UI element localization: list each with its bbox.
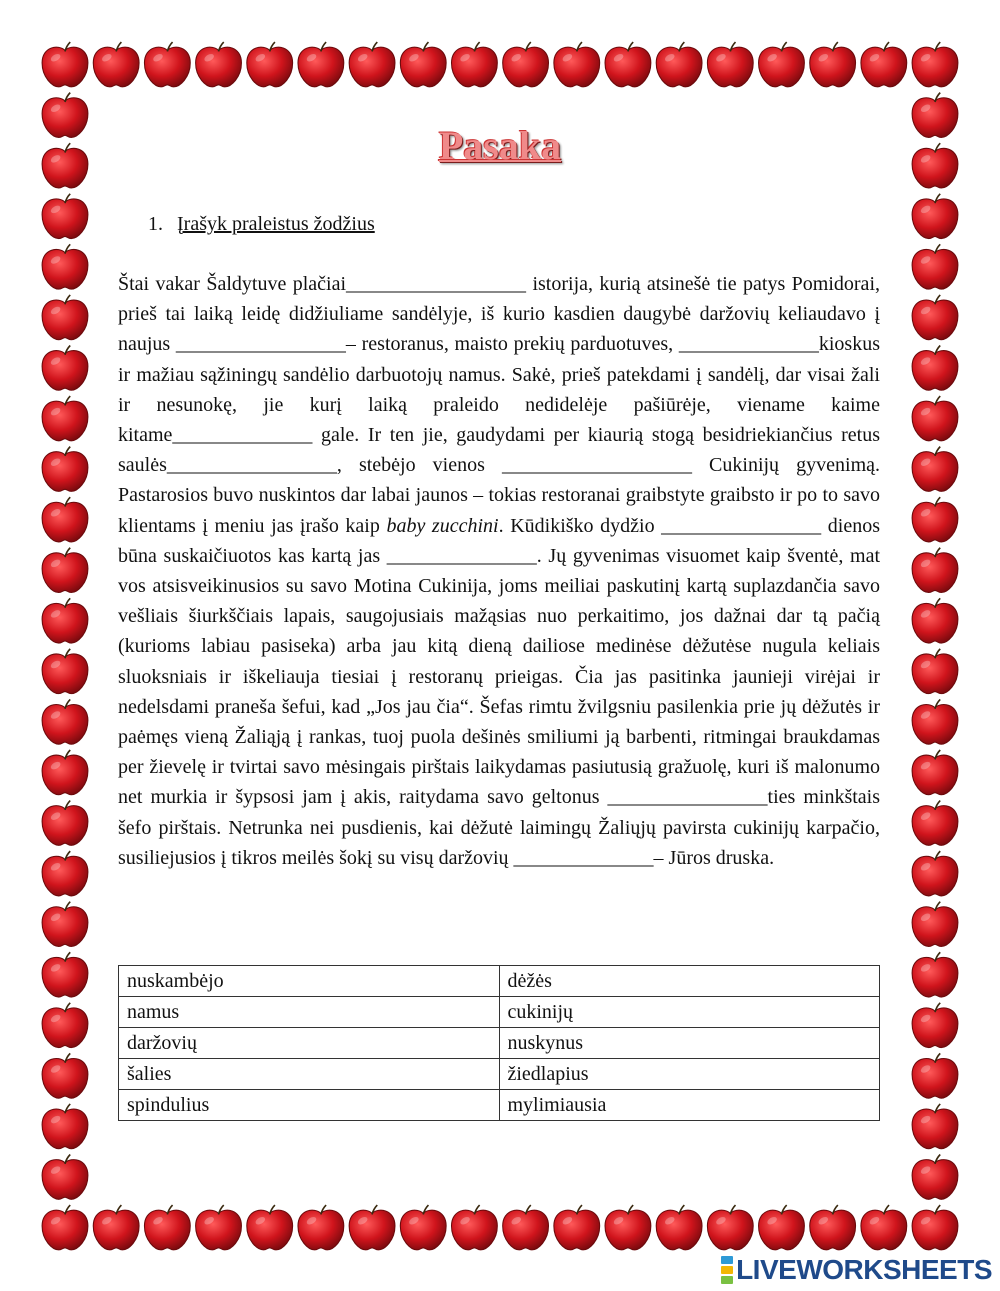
apple-icon — [912, 750, 958, 795]
apple-icon — [42, 295, 88, 340]
apple-icon — [810, 42, 856, 87]
apple-icon — [451, 1205, 497, 1250]
apple-icon — [349, 1205, 395, 1250]
apple-icon — [42, 801, 88, 846]
apple-icon — [247, 42, 293, 87]
apple-icon — [759, 1205, 805, 1250]
apple-icon — [861, 42, 907, 87]
table-row — [119, 997, 880, 1028]
apple-icon — [42, 244, 88, 289]
apple-icon — [196, 42, 242, 87]
liveworksheets-logo-icon — [721, 1255, 733, 1285]
apple-icon — [42, 1053, 88, 1098]
apple-icon — [93, 1205, 139, 1250]
apple-icon — [912, 649, 958, 694]
apple-icon — [93, 42, 139, 87]
apple-icon — [247, 1205, 293, 1250]
apple-icon — [42, 194, 88, 239]
word-cell: žiedlapius — [499, 1059, 880, 1090]
apple-icon — [912, 548, 958, 593]
apple-icon — [298, 1205, 344, 1250]
story-part-1: Štai vakar Šaldytuve plačiai__________________ istorija, kurią atsinešė tie patys Pomidorai, prieš tai laiką leidę didžiuliame sandėlyje, iš kurio kasdien daugybė daržovių keliaudavo į naujus _________________– restoranus, maisto prekių parduotuves, ______________kioskus ir mažiau sąžiningų sandėlio darbuotojų namus. Sakė, prieš patekdami į sandėlį, dar visai žali ir nesunokę, jie kurį laiką praleido nedidelėje pašiūrėje, viename kaime kitame______________ gale. Ir ten jie, gaudydami per kiaurią stogą besidriekiančius retus saulės_________________, stebėjo vienos ___________________ Cukinijų gyvenimą. Pastarosios buvo nuskintos dar labai jaunos – tokias restoranai graibstyte graibsto ir po to savo klientams į meniu jas įrašo kaip — [118, 273, 880, 537]
apple-icon — [42, 1104, 88, 1149]
apple-icon — [656, 42, 702, 87]
apple-icon — [349, 42, 395, 87]
story-text — [118, 269, 880, 873]
word-cell: cukinijų — [499, 997, 880, 1028]
apple-icon — [42, 447, 88, 492]
apple-icon — [912, 902, 958, 947]
apple-icon — [810, 1205, 856, 1250]
apple-icon — [400, 42, 446, 87]
apple-icon — [912, 42, 958, 87]
table-row — [119, 966, 880, 997]
apple-icon — [912, 1003, 958, 1048]
apple-icon — [861, 1205, 907, 1250]
apple-icon — [912, 1205, 958, 1250]
apple-icon — [42, 851, 88, 896]
apple-icon — [503, 1205, 549, 1250]
story-part-2: . Kūdikiško dydžio ________________ dienos būna suskaičiuotos kas kartą jas _______________. Jų gyvenimas visuomet kaip šventė, mat vos atsisveikinusios su savo Motina Cukinija, joms meiliai paskutinį kartą suplazdančia savo vešliais šiurkščiais lapais, saugojusiais mažąsias nuo perkaitimo, jos dažnai dar tą pačią (kurioms labiau pasiseka) arba jau kitą dieną dailiose medinėse dėžutėse nugula keliais sluoksniais ir iškeliauja tiesiai į restoranų prieigas. Čia jas pasitinka jaunieji virėjai ir nedelsdami praneša šefui, kad „Jos jau čia“. Šefas rimtu žvilgsniu pasilenkia prie jų dėžutės ir paėmęs vieną Žaliąją į rankas, tuoj puola dešinės smiliumi ją barbenti, ritmingai braukdamas per žievelę ir tvirtai savo mėsingais pirštais laikydamas pasiutusią gražuolę, kuri iš malonumo net murkia ir šypsosi jam į akis, raitydama savo geltonus ________________ties minkštais šefo pirštais. Netrunka nei pusdienis, kai dėžutė laimingų Žaliųjų pavirsta cukinijų karpačio, susiliejusios į tikros meilės šokį su visų daržovių ______________– Jūros druska. — [118, 514, 880, 869]
apple-icon — [42, 1205, 88, 1250]
apple-icon — [912, 598, 958, 643]
apple-icon — [656, 1205, 702, 1250]
word-cell: dėžės — [499, 966, 880, 997]
apple-icon — [42, 548, 88, 593]
apple-icon — [400, 1205, 446, 1250]
apple-icon — [42, 396, 88, 441]
apple-icon — [912, 396, 958, 441]
apple-icon — [196, 1205, 242, 1250]
word-cell: daržovių — [119, 1028, 500, 1059]
apple-icon — [912, 194, 958, 239]
word-cell: spindulius — [119, 1090, 500, 1121]
apple-icon — [144, 1205, 190, 1250]
apple-icon — [912, 1053, 958, 1098]
apple-icon — [707, 42, 753, 87]
word-cell: šalies — [119, 1059, 500, 1090]
word-cell: namus — [119, 997, 500, 1028]
word-cell: mylimiausia — [499, 1090, 880, 1121]
apple-icon — [503, 42, 549, 87]
apple-icon — [912, 699, 958, 744]
apple-icon — [42, 1155, 88, 1200]
word-bank-table — [118, 965, 880, 1121]
apple-icon — [42, 902, 88, 947]
apple-icon — [605, 1205, 651, 1250]
task-number: 1. — [148, 213, 163, 235]
table-row — [119, 1059, 880, 1090]
apple-icon — [912, 801, 958, 846]
liveworksheets-logo[interactable] — [721, 1253, 992, 1287]
page-title: Pasaka — [438, 123, 562, 168]
task-instruction — [148, 213, 375, 236]
apple-icon — [912, 244, 958, 289]
apple-icon — [298, 42, 344, 87]
word-cell: nuskynus — [499, 1028, 880, 1059]
apple-icon — [42, 598, 88, 643]
apple-icon — [451, 42, 497, 87]
apple-icon — [42, 699, 88, 744]
apple-icon — [42, 750, 88, 795]
apple-icon — [912, 345, 958, 390]
apple-icon — [605, 42, 651, 87]
table-row — [119, 1090, 880, 1121]
apple-icon — [144, 42, 190, 87]
apple-icon — [42, 952, 88, 997]
apple-icon — [912, 295, 958, 340]
logo-text: LIVEWORKSHEETS — [736, 1254, 992, 1285]
task-text: Įrašyk praleistus žodžius — [177, 213, 375, 235]
story-italic-term: baby zucchini — [386, 514, 499, 537]
apple-icon — [42, 345, 88, 390]
apple-icon — [554, 42, 600, 87]
apple-icon — [42, 649, 88, 694]
apple-icon — [42, 42, 88, 87]
apple-icon — [42, 497, 88, 542]
apple-icon — [912, 851, 958, 896]
apple-icon — [912, 447, 958, 492]
apple-icon — [912, 1104, 958, 1149]
apple-icon — [912, 1155, 958, 1200]
word-cell: nuskambėjo — [119, 966, 500, 997]
apple-icon — [912, 497, 958, 542]
table-row — [119, 1028, 880, 1059]
apple-icon — [42, 1003, 88, 1048]
apple-icon — [707, 1205, 753, 1250]
apple-icon — [759, 42, 805, 87]
apple-icon — [912, 952, 958, 997]
apple-icon — [554, 1205, 600, 1250]
